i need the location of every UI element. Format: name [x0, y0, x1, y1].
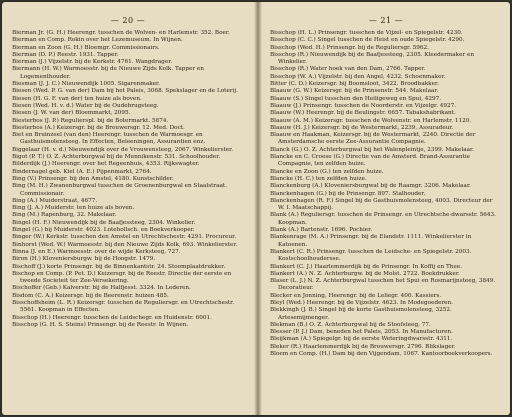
- directory-entry: Bing (A.) Muiderstraat, 4677.: [12, 197, 98, 204]
- directory-entry: Bierman (J.) Vijzelstr. bij de Kerkstr. 4761. Wangdrager.: [12, 59, 173, 66]
- directory-entry: Blekkingh (J. B.) Singel bij de korte Gasthuismolensteeg, 3252. Artesemijmenger.: [270, 307, 452, 321]
- directory-entry: Blaauw (J.) Prinsengr. tusschen de Noorderstr. en Vijzelgr. 4927.: [270, 102, 457, 109]
- directory-entry: Bisschoffsheim (L. R.) Keizersgr. tusschen de Reguliersgr. en Utrechtschestr. 5561. Koopman in Effecten.: [12, 299, 235, 314]
- directory-entry: Blankert (C. R.) Prinsengr. tusschen de Leidsche- en Spiegelstr. 2003. Kostschoolhoudersse.: [270, 248, 472, 263]
- directory-entry: Biron (H.) Kloveniersburgw. bij de Hoogstr. 1479.: [12, 256, 156, 263]
- directory-entry: Bloem en Comp. (H.) Dam bij den Vijgendam, 1067. Kantoorboekverkoopers.: [270, 351, 493, 358]
- directory-entry: Blaauw (G. W.) Keizersgr. bij de Prinsenstr. 544. Makelaar.: [270, 88, 439, 95]
- directory-entries: [270, 30, 500, 405]
- right-page: [262, 2, 510, 415]
- directory-entry: Bing (M.) Rapenburg, 32. Makelaar.: [12, 212, 117, 219]
- directory-entry: Blekman (B.) O. Z. Achterburgwal bij de Stoofsteeg, 77.: [270, 321, 431, 328]
- left-page: [2, 2, 254, 415]
- directory-entry: Biesterbos (A.) Keizersgr. bij de Brouwersgr. 12. Med. Doct.: [12, 124, 185, 131]
- directory-entry: Blank (A.) Reguliersgr. tusschen de Prinsengr. en Utrechtsche-dwarsstr. 5643. Koopman.: [270, 212, 496, 226]
- directory-entry: Bischop en Comp. (P. Pet. D.) Keizersgr. bij de Reestr. Directie der eerste en tweede Societeit ter Zee-Versekering.: [12, 270, 232, 285]
- directory-entry: Bisdom (C. A.) Keizersgr. bij de Beerenstr. huizen 485.: [12, 292, 169, 299]
- directory-entry: Bindernagel geb. Kiel (A. E.) Pijpenmarkt, 2764.: [12, 168, 152, 175]
- directory-entry: Bisschop (W. A.) Vijzelstr. bij den Angel, 4232. Schoenmaker.: [270, 73, 446, 80]
- page-number: — 21 —: [368, 16, 404, 25]
- directory-entry: Biesterbos (J. P.) Regulierspl. bij de Botermarkt. 5874.: [12, 117, 169, 124]
- directory-entry: Blankenrage (M. A.) Prinsengr. bij de Elandstr. 1111. Winkelierster in Katoenen.: [270, 234, 472, 248]
- directory-entry: Biermann (H. W.) Warmoesstr. bij de Nieuwe Zijds Kolk. Tapper en Logementhouder.: [12, 66, 204, 80]
- directory-entry: Blancke en Zoon (G.) ten zelfden huize.: [270, 168, 384, 175]
- directory-entry: Bisschop (R.) Water hoek van den Dam, 2766. Tapper.: [270, 66, 426, 73]
- directory-entry: Blank (A.) Bartenstr. 1696. Pochier.: [270, 227, 373, 234]
- directory-entry: Bing (V.) Prinsengr. bij den Amstel, 4180. Kunstschilder.: [12, 175, 174, 182]
- directory-entry: Bing (J. A.) Muiderstr. ten huize als boven.: [12, 205, 135, 212]
- directory-entry: Biggelaar (H. v. d.) Nieuwendijk over de Vrouwensteeg, 2067. Winkelierster.: [12, 146, 234, 153]
- directory-entry: Binna (J. en E.) Warmoesstr. over de wijde Kerksteeg, 727.: [12, 248, 181, 255]
- directory-entry: Bleijkman (A.) Spiegelgr. bij de eerste Weteringdwarsstr. 4311.: [270, 336, 453, 343]
- directory-entry: Blanckenhagen (R. F.) Singel bij de Gasthuismolensteeg, 4003. Directeur der W. I. Maatschappij.: [270, 197, 493, 212]
- directory-entry: Biesen (H. G. F. van der) ten huize als boven.: [12, 95, 142, 102]
- directory-entry: Biesen (Wed. H. v. d.) Water bij de Oudebrugsteeg.: [12, 102, 159, 109]
- directory-entry: Blanckenhagen (G.) bij de Prinsengr. 897. Stalhouder.: [270, 190, 426, 197]
- directory-entry: Biesman (J. J. C.) Nieuwendijk 1005. Sigarenmaker.: [12, 81, 160, 88]
- directory-entry: Binhorst (Wed. W.) Warmoesstr. bij den Nieuwe Zijds Kolk, 693. Winkelierster.: [12, 241, 238, 248]
- directory-entry: Bleyl (Wed.) Heerengr. bij de Vijzelstr. 4623. In Modegoederen.: [270, 299, 454, 306]
- directory-entries: [12, 30, 246, 405]
- directory-entry: Biet en Bruinzeel (van den) Heerengr. tusschen de Warmoesgr. en Gasthuismolensteeg. In Effecten, Beleeningen, Assurantien enz.: [12, 132, 206, 146]
- directory-entry: Blaauw en Haakman, Keizersgr. bij de Westermarkt, 2240. Directie der Amsterdamsche eerste Zee-Assurantie Compagnie.: [270, 132, 476, 146]
- directory-entry: Bisschop (H. L.) Prinsengr. tusschen de Vijzel- en Spiegelstr. 4230.: [270, 30, 463, 36]
- directory-entry: Binger (W.) Kerkstr. tusschen den Amstel en Utrechtschestr. 4291. Procureur.: [12, 234, 237, 241]
- directory-entry: Bischoff (J.) korte Prinsengr. bij de Binnenkantstr. 24. Stoomplaatdrukker.: [12, 263, 226, 270]
- directory-entry: Bisschop (Wed. H.) Prinsengr. bij de Reguliersgr. 5962.: [270, 44, 429, 51]
- directory-entry: Biesen (J. W. van der) Bloemmarkt, 2095.: [12, 110, 131, 117]
- directory-entry: Bisschop (H.) Heerengr. tusschen de Leidschegr. en Huidenstr. 6001.: [12, 314, 212, 321]
- directory-entry: Blecker en Jonning, Heerengr. bij de Leliegr. 400. Kassiers.: [270, 292, 442, 299]
- directory-entry: Blaauw (A. M.) Keizersgr. tusschen de Wolvenstr. en Harlemstr. 1120.: [270, 117, 472, 124]
- directory-entry: Blanck (G.) O. Z. Achterburgwal bij het Walenpleintje, 2399. Makelaar.: [270, 146, 474, 153]
- directory-entry: Blanckenburg (A.) Kloveniersburgwal bij de Raamgr. 3206. Makelaar.: [270, 183, 471, 190]
- directory-entry: Blancke en C. Croese (G.) Directie van de Amsterd. Brand-Assurantie Compagnie, ten zelfden huize.: [270, 154, 471, 168]
- directory-entry: Bierman en Zoon (G. H.) Bloemgr. Commissionairs.: [12, 44, 160, 51]
- directory-entry: Bing (M. H.) Zwanenburgwal tusschen de Groenenburgwal en Staalstraat. Commissionair.: [12, 183, 228, 197]
- directory-entry: Blankert (A.) N. Z. Achterburgw. bij de Molst. 2722. Boekdrukker.: [270, 270, 460, 277]
- directory-entry: Bisschop (C. C.) Singel tusschen de Heist en oude Spiegelstr. 4290.: [270, 37, 465, 44]
- directory-entry: Blaauw (S.) Singel tusschen den Heiligeweg en Spui, 4297.: [270, 95, 442, 102]
- directory-entry: Blankert (C. J.) Haarlemmerdijk bij de Prinsengr. In Koffij en Thee.: [270, 263, 462, 270]
- directory-entry: Bigot (P. T.) O. Z. Achterburgwal bij de Munnikenstr. 531. Schoolhouder.: [12, 154, 221, 161]
- book-spread: [2, 2, 510, 415]
- directory-entry: Blaser (L. J.) N. Z. Achterburgwal tusschen het Spui en Rosmarijnsteeg, 3849. Decoratieur.: [270, 278, 496, 292]
- directory-entry: Bilderdijk (J.) Heerengr. over het Regeenhuis, 4353. Rijkswagter.: [12, 161, 200, 168]
- page-number: — 20 —: [110, 16, 146, 25]
- directory-entry: Bisschop (G. H. S. Steins) Prinsengr. bij de Reestr. In Wijnen.: [12, 321, 189, 328]
- directory-entry: Bingel (H. F.) Nieuwendijk bij de Baafjessteeg, 2304. Winkelier.: [12, 219, 196, 226]
- directory-entry: Blancke (H. C.) ten zelfden huize.: [270, 175, 367, 182]
- directory-entry: Biesen (Wed. P. G. van der) Dam bij het Paleis, 3068. Spekslager en de Loterij.: [12, 88, 238, 95]
- directory-entry: Blaauw (H. J.) Keizersgr. bij de Westermarkt, 2239. Assuradeur.: [270, 124, 454, 131]
- directory-entry: Bierman (D. P.) Reestr. 1931. Tapper.: [12, 51, 119, 58]
- directory-entry: Bingel (G.) bij Muiderstr. 4023. Lotehollsch. en Boekverkooper.: [12, 227, 195, 234]
- directory-entry: Blaauw (W.) Heerengr. bij de Beulingstr. 6657. Tabakshabrikant.: [270, 110, 456, 117]
- book-gutter: [254, 2, 262, 415]
- directory-entry: Bitter (C. D.) Keizersgr. bij Boomsloot, 3422. Broodbakker.: [270, 81, 439, 88]
- directory-entry: Bierman en Comp. Rokin over het Lezemuseum. In Wijnen.: [12, 37, 183, 44]
- directory-entry: Bischoffer (Geb.) Kalverstr. bij de Halfjesst. 3324. In Lederen.: [12, 285, 191, 292]
- directory-entry: Bisschop (R.) Nieuwendijk bij de Baafjessteeg, 2305. Kleedermaker en Winkelier.: [270, 51, 475, 66]
- directory-entry: Blesser (P. J.) Dam, beneden het Paleis, 2053. In Manufacturen.: [270, 329, 453, 336]
- directory-entry: Bleker (R.) Haarlemmerdijk bij de Brouwersgr. 2796. Blikslager.: [270, 343, 456, 350]
- directory-entry: Bierman Jr. (G. H.) Heerengr. tusschen de Wolven- en Harlemstr. 352. Boer.: [12, 30, 230, 36]
